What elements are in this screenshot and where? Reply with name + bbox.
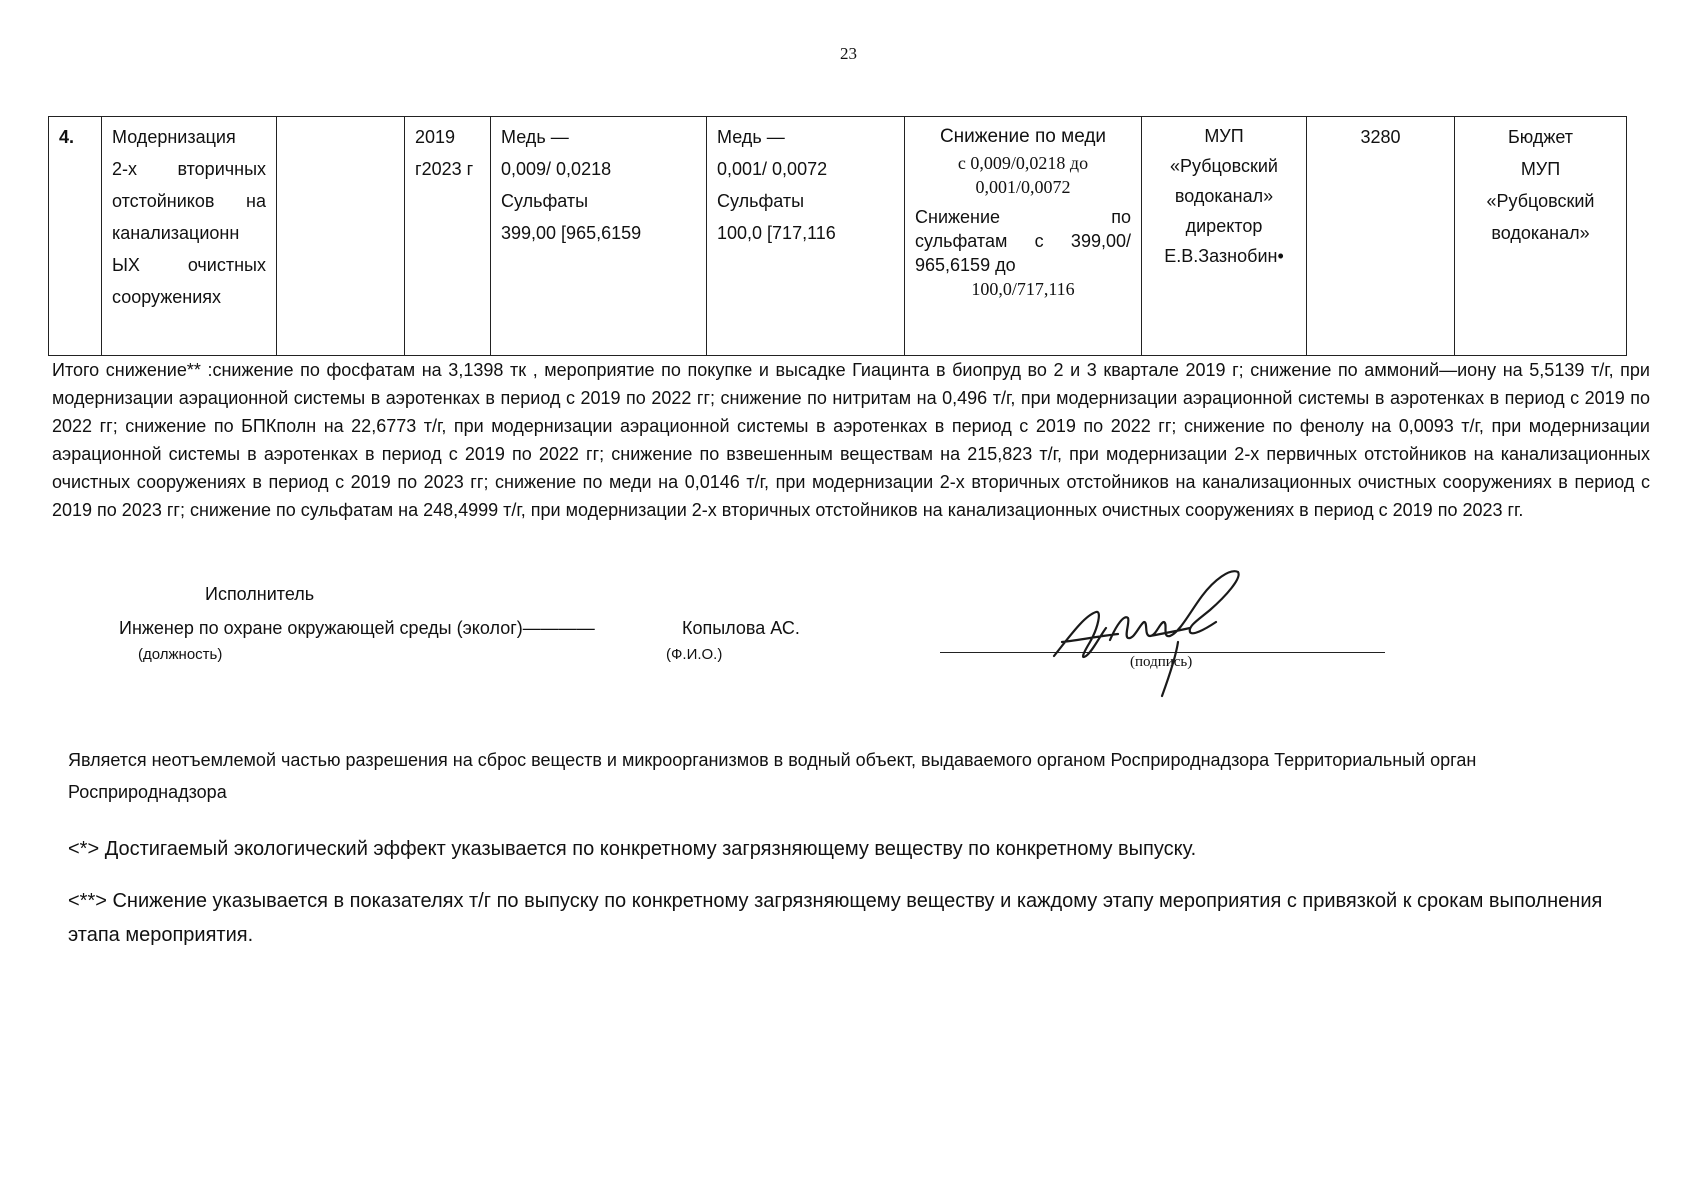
footnote-single-star: <*> Достигаемый экологический эффект указывается по конкретному загрязняющему веществу по конкретному выпуску.	[68, 838, 1197, 860]
integral-part-note: Является неотъемлемой частью разрешения на сброс веществ и микроорганизмов в водный объект, выдаваемого органом Росприроднадзора Территориальный орган Росприроднадзора	[68, 750, 1477, 802]
period-cell	[405, 117, 491, 356]
effect-line: 965,6159 до	[915, 255, 1016, 275]
responsible-line: Е.В.Зазнобин•	[1164, 246, 1284, 266]
measure-line: отстойников на	[112, 191, 266, 211]
before-line: 0,009/ 0,0218	[501, 159, 612, 179]
responsible-line: «Рубцовский	[1170, 156, 1278, 176]
after-values-cell	[707, 117, 905, 356]
after-line: Сульфаты	[717, 191, 805, 211]
measure-cell	[102, 117, 277, 356]
measures-table	[48, 116, 1627, 356]
cost-value: 3280	[1360, 127, 1401, 147]
effect-line: Снижение по меди	[939, 126, 1107, 147]
before-line: Сульфаты	[501, 191, 589, 211]
period-end: г2023 г	[415, 159, 474, 179]
after-line: 100,0 [717,116	[717, 223, 836, 243]
measure-line: 2-х вторичных	[112, 159, 266, 179]
cost-cell	[1307, 117, 1455, 356]
funding-line: «Рубцовский	[1486, 191, 1595, 211]
funding-line: водоканал»	[1491, 223, 1590, 243]
effect-line: Снижение по	[915, 207, 1131, 227]
effect-line: 100,0/717,116	[971, 279, 1075, 299]
before-line: Медь —	[501, 127, 569, 147]
after-line: Медь —	[717, 127, 785, 147]
effect-cell	[905, 117, 1142, 356]
empty-cell	[277, 117, 405, 356]
signature-caption: (подпись)	[1130, 654, 1193, 670]
measure-line: сооружениях	[112, 287, 222, 307]
page-number: 23	[840, 44, 857, 63]
funding-line: МУП	[1520, 159, 1561, 179]
responsible-line: МУП	[1204, 126, 1244, 146]
handwritten-signature	[1040, 556, 1280, 706]
measure-line: ЫХ очистных	[112, 255, 266, 275]
responsible-cell	[1142, 117, 1307, 356]
responsible-line: директор	[1185, 216, 1263, 236]
after-line: 0,001/ 0,0072	[717, 159, 828, 179]
before-values-cell	[491, 117, 707, 356]
total-reduction-summary: Итого снижение** :снижение по фосфатам на 3,1398 тк , мероприятие по покупке и высадке Гиацинта в биопруд во 2 и 3 квартале 2019 г; снижение по аммоний—иону на 5,5139 т/г, при модернизации аэрационной системы в аэротенках в период с 2019 по 2022 гг; снижение по нитритам на 0,496 т/г, при модернизации аэрационной системы в аэротенках в период с 2019 по 2022 гг; снижение по БПКполн на 22,6773 т/г, при модернизации аэрационной системы в аэротенках в период с 2019 по 2022 гг; снижение по фенолу на 0,0093 т/г, при модернизации аэрационной системы в аэротенках в период с 2019 по 2022 гг; снижение по взвешенным веществам на 215,823 т/г, при модернизации 2-х первичных отстойников на канализационных очистных сооружениях в период с 2019 по 2023 гг; снижение по меди на 0,0146 т/г, при модернизации 2-х вторичных отстойников на канализационных очистных сооружениях в период с 2019 по 2023 гг; снижение по сульфатам на 248,4999 т/г, при модернизации 2-х вторичных отстойников на канализационных очистных сооружениях в период с 2019 по 2023 гг.	[52, 360, 1650, 520]
period-start: 2019	[415, 127, 456, 147]
funding-line: Бюджет	[1507, 127, 1574, 147]
funding-source-cell	[1455, 117, 1627, 356]
effect-line: сульфатам с 399,00/	[915, 231, 1131, 251]
executor-name: Копылова АС.	[682, 618, 800, 638]
row-number: 4.	[59, 127, 75, 147]
measure-line: канализационн	[112, 223, 240, 243]
executor-label: Исполнитель	[205, 584, 315, 604]
footnote-double-star: <**> Снижение указывается в показателях т/г по выпуску по конкретному загрязняющему веществу и каждому этапу мероприятия с привязкой к срокам выполнения этапа мероприятия.	[68, 890, 1603, 946]
effect-line: 0,001/0,0072	[975, 177, 1071, 197]
before-line: 399,00 [965,6159	[501, 223, 642, 243]
table-row	[49, 117, 1627, 356]
row-number-cell	[49, 117, 102, 356]
effect-line: с 0,009/0,0218 до	[957, 153, 1089, 173]
position-caption: (должность)	[138, 646, 223, 663]
name-caption: (Ф.И.О.)	[666, 646, 723, 663]
executor-position: Инженер по охране окружающей среды (эколог)————	[119, 618, 595, 638]
responsible-line: водоканал»	[1174, 186, 1274, 206]
measure-line: Модернизация	[112, 127, 236, 147]
